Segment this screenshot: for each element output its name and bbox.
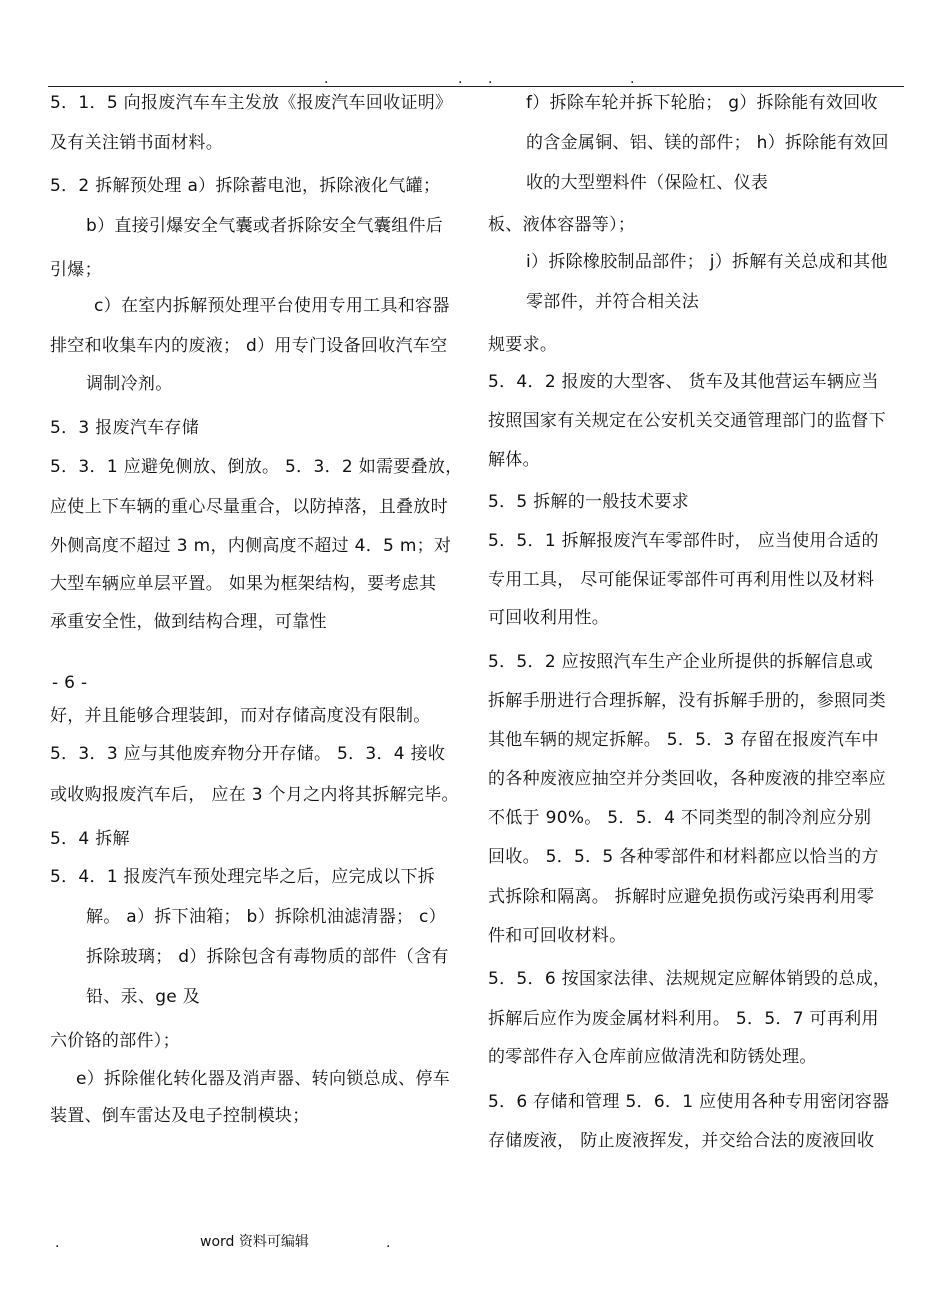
text-line: 5．6 存储和管理 5．6．1 应使用各种专用密闭容器 (488, 1092, 890, 1112)
text-line: 式拆除和隔离。 拆解时应避免损伤或污染再利用零 (488, 887, 875, 907)
text-line: 及有关注销书面材料。 (50, 133, 223, 153)
text-line: i）拆除橡胶制品部件； j）拆解有关总成和其他 (526, 252, 888, 272)
text-line: 可回收利用性。 (488, 608, 610, 628)
text-line: c）在室内拆解预处理平台使用专用工具和容器 (94, 296, 450, 316)
text-line: 存储废液， 防止废液挥发，并交给合法的废液回收 (488, 1131, 875, 1151)
text-line: 5．4 拆解 (50, 829, 130, 849)
text-line: 解。 a）拆下油箱； b）拆除机油滤清器； c） (86, 907, 446, 927)
text-line: 引爆； (50, 260, 102, 280)
text-line: 5．4．1 报废汽车预处理完毕之后，应完成以下拆 (50, 867, 436, 887)
text-line: 5．1．5 向报废汽车车主发放《报废汽车回收证明》 (50, 93, 453, 113)
text-line: 的含金属铜、铝、镁的部件； h）拆除能有效回 (526, 133, 889, 153)
text-line: 5．4．2 报废的大型客、 货车及其他营运车辆应当 (488, 372, 879, 392)
text-line: 5．5．6 按国家法律、法规规定应解体销毁的总成， (488, 969, 891, 989)
text-line: f）拆除车轮并拆下轮胎； g）拆除能有效回收 (526, 93, 878, 113)
text-line: 规要求。 (488, 335, 558, 355)
text-line: 按照国家有关规定在公安机关交通管理部门的监督下 (488, 411, 886, 431)
text-line: 板、液体容器等）； (488, 215, 636, 235)
text-line: 调制冷剂。 (86, 374, 173, 394)
text-line: b）直接引爆安全气囊或者拆除安全气囊组件后 (86, 216, 444, 236)
text-line: 外侧高度不超过 3 m，内侧高度不超过 4．5 m；对 (50, 536, 452, 556)
text-line: 装置、倒车雷达及电子控制模块； (50, 1106, 310, 1126)
text-line: 不低于 90%。 5．5．4 不同类型的制冷剂应分别 (488, 808, 872, 828)
text-line: 收的大型塑料件（保险杠、仪表 (526, 173, 769, 193)
text-line: 排空和收集车内的废液； d）用专门设备回收汽车空 (50, 336, 448, 356)
text-line: 的各种废液应抽空并分类回收，各种废液的排空率应 (488, 769, 886, 789)
text-line: 5．3．1 应避免侧放、倒放。 5．3．2 如需要叠放， (50, 457, 463, 477)
text-line: e）拆除催化转化器及消声器、转向锁总成、停车 (76, 1069, 451, 1089)
header-dot: . (458, 71, 463, 87)
footer-text: word 资料可编辑 (200, 1234, 309, 1250)
text-line: 5．3．3 应与其他废弃物分开存储。 5．3．4 接收 (50, 744, 446, 764)
header-rule (48, 86, 904, 87)
text-line: 拆除玻璃； d）拆除包含有毒物质的部件（含有 (86, 947, 449, 967)
text-line: 拆解手册进行合理拆解，没有拆解手册的，参照同类 (488, 691, 886, 711)
text-line: 5．3 报废汽车存储 (50, 418, 200, 438)
text-line: 铅、汞、ge 及 (86, 987, 201, 1007)
header-dot: . (324, 71, 329, 87)
text-line: 5．2 拆解预处理 a）拆除蓄电池，拆除液化气罐； (50, 176, 441, 196)
text-line: 好，并且能够合理装卸，而对存储高度没有限制。 (50, 706, 431, 726)
text-line: 六价铬的部件）； (50, 1031, 180, 1051)
header-dot: . (630, 71, 635, 87)
text-line: 承重安全性，做到结构合理，可靠性 (50, 612, 327, 632)
text-line: 5．5．1 拆解报废汽车零部件时， 应当使用合适的 (488, 531, 879, 551)
text-line: 解体。 (488, 450, 540, 470)
text-line: 5．5 拆解的一般技术要求 (488, 492, 689, 512)
text-line: 其他车辆的规定拆解。 5．5．3 存留在报废汽车中 (488, 730, 879, 750)
text-line: 件和可回收材料。 (488, 926, 627, 946)
text-line: 大型车辆应单层平置。 如果为框架结构，要考虑其 (50, 574, 437, 594)
page-number: - 6 - (52, 673, 88, 693)
text-line: 的零部件存入仓库前应做清洗和防锈处理。 (488, 1047, 817, 1067)
text-line: 应使上下车辆的重心尽量重合，以防掉落，且叠放时 (50, 497, 448, 517)
text-line: 拆解后应作为废金属材料利用。 5．5．7 可再利用 (488, 1009, 879, 1029)
header-dot: . (488, 71, 493, 87)
text-line: 或收购报废汽车后， 应在 3 个月之内将其拆解完毕。 (50, 785, 459, 805)
footer-dot: . (386, 1235, 391, 1251)
text-line: 专用工具， 尽可能保证零部件可再利用性以及材料 (488, 570, 875, 590)
text-line: 5．5．2 应按照汽车生产企业所提供的拆解信息或 (488, 652, 874, 672)
text-line: 回收。 5．5．5 各种零部件和材料都应以恰当的方 (488, 847, 879, 867)
text-line: 零部件，并符合相关法 (526, 292, 699, 312)
footer-dot: . (55, 1235, 60, 1251)
